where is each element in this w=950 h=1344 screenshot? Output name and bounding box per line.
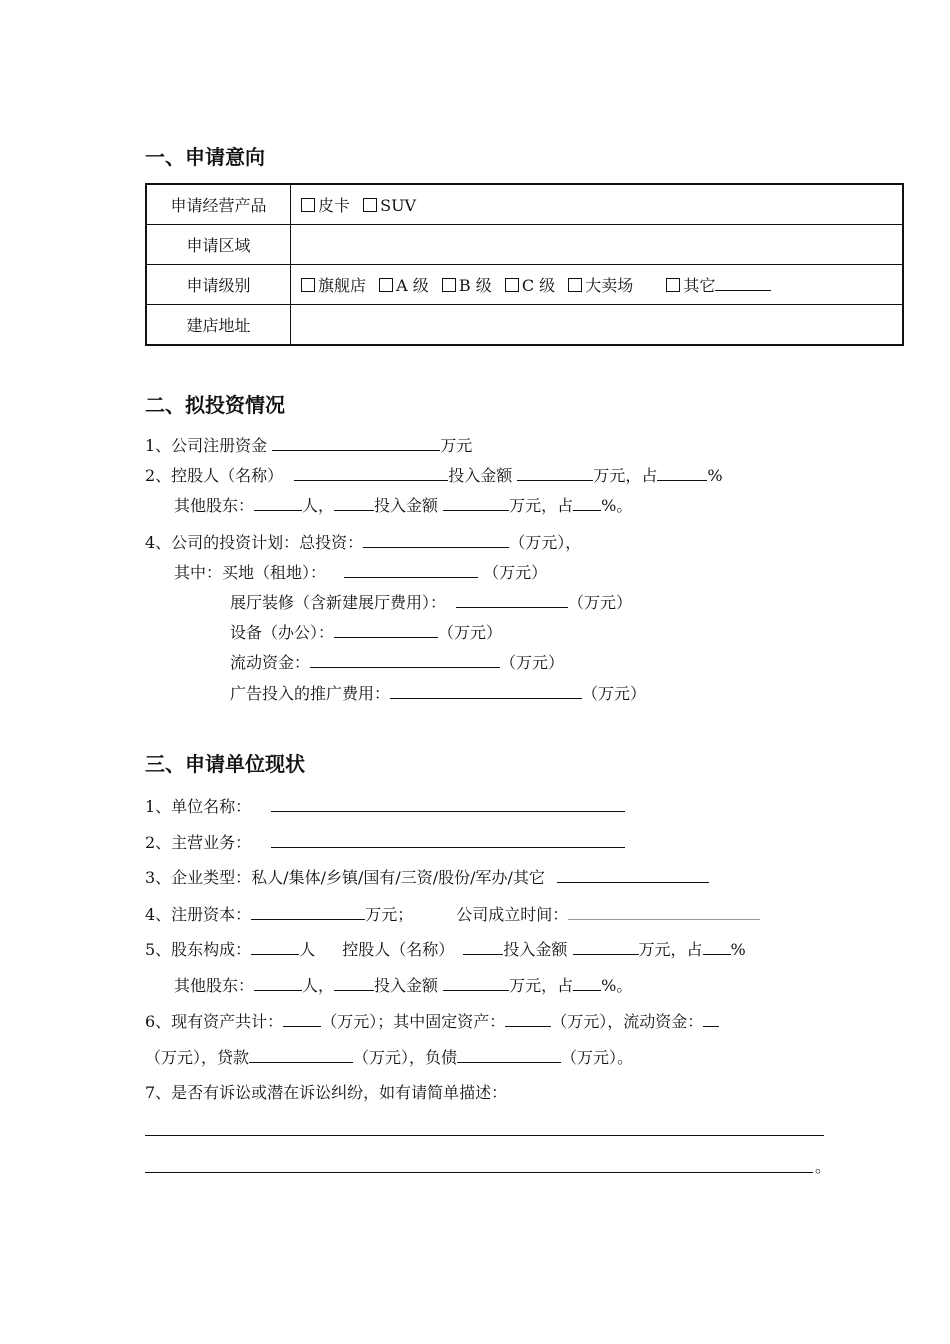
section-1-heading: 一、申请意向 (145, 145, 265, 169)
litigation-line: 7、是否有诉讼或潜在诉讼纠纷，如有请简单描述： (145, 1083, 508, 1102)
other-holders-line-2: 其他股东： 人， 投入金额 万元，占 %。 (174, 976, 633, 995)
founding-date-blank[interactable] (568, 903, 760, 920)
option-suv[interactable]: SUV (363, 196, 416, 215)
assets-line: 6、现有资产共计： （万元）；其中固定资产： （万元），流动资金： (145, 1010, 719, 1032)
holder-name-blank-2[interactable] (463, 938, 503, 955)
company-type-line: 3、企业类型：私人/集体/乡镇/国有/三资/股份/军办/其它 (145, 866, 709, 888)
registered-capital-line: 1、公司注册资金 万元 (145, 436, 473, 455)
region-field[interactable] (291, 225, 904, 265)
shareholders-line: 5、股东构成： 人 控股人（名称） 投入金额 万元，占 % (145, 940, 746, 959)
other-amount-blank[interactable] (443, 494, 509, 511)
row-label-region: 申请区域 (146, 225, 291, 265)
land-blank[interactable] (344, 561, 478, 578)
equipment-blank[interactable] (334, 621, 438, 638)
total-investment-blank[interactable] (363, 531, 509, 548)
working-capital-line: 流动资金： （万元） (230, 653, 565, 672)
description-line-1[interactable] (145, 1135, 824, 1136)
holder-count-blank[interactable] (251, 938, 299, 955)
reg-capital-blank[interactable] (251, 903, 365, 920)
showroom-blank[interactable] (456, 591, 568, 608)
total-assets-blank[interactable] (283, 1010, 321, 1027)
row-label-level: 申请级别 (146, 265, 291, 305)
holder-amount-blank[interactable] (517, 464, 593, 481)
registered-capital-blank[interactable] (272, 434, 440, 451)
holder-percent-blank-2[interactable] (703, 938, 731, 955)
checkbox-icon[interactable] (442, 278, 456, 292)
advertising-line: 广告投入的推广费用： （万元） (230, 684, 647, 703)
other-blank-2[interactable] (334, 974, 374, 991)
option-other[interactable]: 其它 (666, 276, 771, 295)
option-b-level[interactable]: B 级 (442, 276, 492, 295)
application-intent-table (145, 183, 904, 346)
checkbox-icon[interactable] (505, 278, 519, 292)
liquid-assets-blank[interactable] (703, 1010, 719, 1027)
other-percent-blank[interactable] (573, 494, 601, 511)
other-holders-line: 其他股东： 人， 投入金额 万元，占 %。 (174, 496, 633, 515)
company-name-blank[interactable] (271, 795, 625, 812)
row-label-product: 申请经营产品 (146, 184, 291, 225)
company-name-line: 1、单位名称： (145, 795, 625, 817)
main-business-line: 2、主营业务： (145, 831, 625, 853)
main-business-blank[interactable] (271, 831, 625, 848)
table-row (146, 305, 903, 346)
checkbox-icon[interactable] (301, 278, 315, 292)
advertising-blank[interactable] (390, 682, 582, 699)
other-blank[interactable] (715, 274, 771, 291)
option-a-level[interactable]: A 级 (379, 276, 429, 295)
holder-name-blank[interactable] (294, 464, 448, 481)
checkbox-icon[interactable] (363, 198, 377, 212)
checkbox-icon[interactable] (568, 278, 582, 292)
table-row (146, 225, 903, 265)
investment-plan-line: 4、公司的投资计划：总投资： （万元）， (145, 533, 582, 552)
equipment-line: 设备（办公）： （万元） (230, 623, 503, 642)
option-pickup[interactable]: 皮卡 (301, 196, 350, 215)
loans-line: （万元），贷款 （万元），负债 （万元）。 (145, 1048, 634, 1067)
checkbox-icon[interactable] (379, 278, 393, 292)
table-row (146, 184, 903, 225)
checkbox-icon[interactable] (666, 278, 680, 292)
debt-blank[interactable] (457, 1046, 561, 1063)
holder-amount-blank-2[interactable] (573, 938, 639, 955)
controlling-holder-line: 2、控股人（名称） 投入金额 万元，占 % (145, 466, 723, 485)
other-count-blank[interactable] (254, 494, 302, 511)
fixed-assets-blank[interactable] (505, 1010, 551, 1027)
description-line-2[interactable] (145, 1172, 813, 1173)
other-count-blank-2[interactable] (254, 974, 302, 991)
section-3-heading: 三、申请单位现状 (145, 752, 305, 776)
land-line: 其中：买地（租地）： （万元） (174, 563, 548, 582)
company-type-blank[interactable] (557, 866, 709, 883)
holder-percent-blank[interactable] (657, 464, 707, 481)
loan-blank[interactable] (249, 1046, 353, 1063)
level-options (291, 265, 904, 305)
address-field[interactable] (291, 305, 904, 346)
option-c-level[interactable]: C 级 (505, 276, 555, 295)
checkbox-icon[interactable] (301, 198, 315, 212)
other-percent-blank-2[interactable] (573, 974, 601, 991)
option-flagship[interactable]: 旗舰店 (301, 276, 366, 295)
option-mall[interactable]: 大卖场 (568, 276, 633, 295)
registered-capital-status-line: 4、注册资本： 万元； 公司成立时间： (145, 903, 760, 925)
row-label-address: 建店地址 (146, 305, 291, 346)
other-amount-blank-2[interactable] (443, 974, 509, 991)
end-period: 。 (815, 1157, 832, 1176)
section-2-heading: 二、拟投资情况 (145, 393, 285, 417)
working-capital-blank[interactable] (310, 651, 500, 668)
product-options (291, 184, 904, 225)
other-blank-1[interactable] (334, 494, 374, 511)
table-row (146, 265, 903, 305)
showroom-line: 展厅装修（含新建展厅费用）： （万元） (230, 593, 633, 612)
